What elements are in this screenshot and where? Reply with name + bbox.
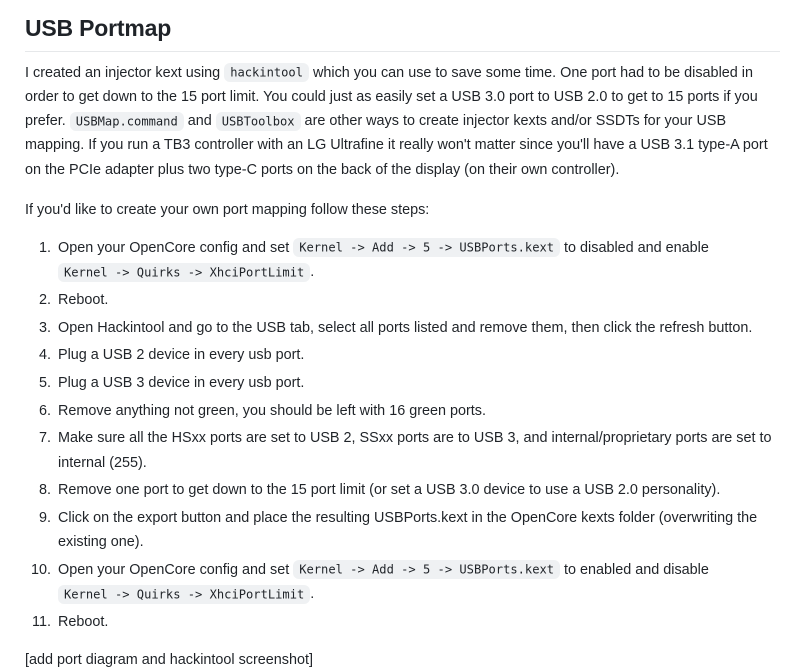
step-item [58,506,780,554]
step-item-text: Plug a USB 3 device in every usb port. [58,374,305,391]
step-item-text: Remove anything not green, you should be left with 16 green ports. [58,402,486,419]
step-item-text: Click on the export button and place the resulting USBPorts.kext in the OpenCore kexts folder (overwriting the existing one). [58,510,758,551]
inline-code: Kernel -> Add -> 5 -> USBPorts.kext [293,238,560,257]
step-item [58,316,780,340]
step-item [58,426,780,474]
step-item [58,288,780,312]
step-item-text: Reboot. [58,291,109,308]
step-item-text: Reboot. [58,613,109,630]
step-item-text: Open Hackintool and go to the USB tab, select all ports listed and remove them, then click the refresh button. [58,319,753,336]
step-item [58,371,780,395]
inline-code: Kernel -> Quirks -> XhciPortLimit [58,585,310,604]
step-item [58,343,780,367]
step-item [58,558,780,606]
step-item [58,610,780,634]
intro-paragraph: I created an injector kext using hackintool which you can use to save some time. One port had to be disabled in order to get down to the 15 port limit. You could just as easily set a USB 3.0 port to USB 2.0 to get to 15 ports if you prefer. USBMap.command and USBToolbox are other ways to create injector kexts and/or SSDTs for your USB mapping. If you run a TB3 controller with an LG Ultrafine it really won't matter since you'll have a USB 3.1 type-A port on the PCIe adapter plus two type-C ports on the back of the display (on their own controller). [25,64,768,178]
step-item-text: Open your OpenCore config and set Kernel -> Add -> 5 -> USBPorts.kext to disabled and enable Kernel -> Quirks -> XhciPortLimit . [58,239,709,281]
step-item-text: Make sure all the HSxx ports are set to USB 2, SSxx ports are to USB 3, and internal/proprietary ports are set to internal (255). [58,430,772,471]
inline-code: USBToolbox [216,112,301,131]
steps-intro-paragraph: If you'd like to create your own port mapping follow these steps: [25,201,430,218]
steps-list [25,236,780,634]
page-title: USB Portmap [25,14,780,52]
step-item [58,399,780,423]
inline-code: USBMap.command [70,112,184,131]
step-item-text: Plug a USB 2 device in every usb port. [58,347,305,364]
step-item [58,236,780,284]
step-item-text: Open your OpenCore config and set Kernel -> Add -> 5 -> USBPorts.kext to enabled and disable Kernel -> Quirks -> XhciPortLimit . [58,561,709,603]
step-item-text: Remove one port to get down to the 15 port limit (or set a USB 3.0 device to use a USB 2.0 personality). [58,482,721,499]
inline-code: hackintool [224,63,309,82]
closing-note: [add port diagram and hackintool screenshot] [25,652,313,669]
inline-code: Kernel -> Quirks -> XhciPortLimit [58,263,310,282]
inline-code: Kernel -> Add -> 5 -> USBPorts.kext [293,560,560,579]
step-item [58,478,780,502]
